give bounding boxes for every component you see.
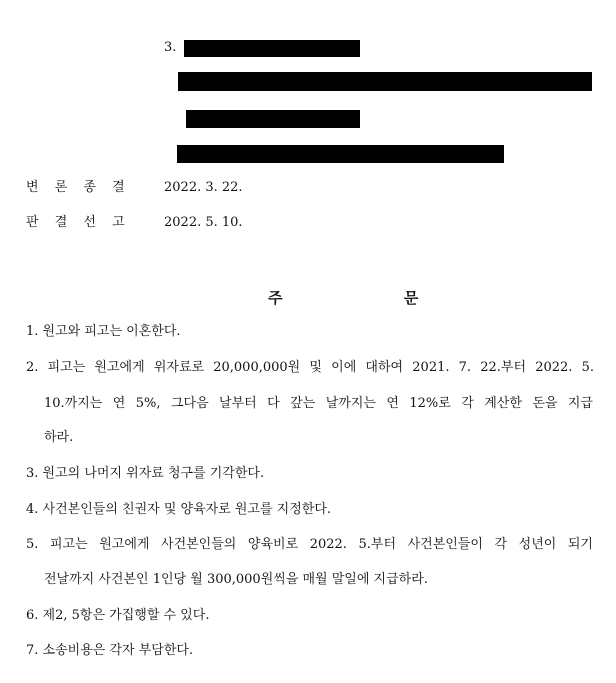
hearing-closed-date: 2022. 3. 22.	[164, 180, 243, 195]
order-item-2-line-2: 10.까지는 연 5%, 그다음 날부터 다 갚는 날까지는 연 12%로 각 계산한 돈을 지급	[44, 396, 593, 411]
redacted-counsel-block	[177, 145, 504, 163]
order-item-1: 1. 원고와 피고는 이혼한다.	[26, 324, 181, 339]
redacted-address-block	[178, 72, 592, 91]
order-item-6: 6. 제2, 5항은 가집행할 수 있다.	[26, 608, 210, 623]
order-heading: 주 문	[268, 289, 477, 307]
order-item-4: 4. 사건본인들의 친권자 및 양육자로 원고를 지정한다.	[26, 502, 332, 517]
order-item-7: 7. 소송비용은 각자 부담한다.	[26, 643, 194, 658]
party-number: 3.	[164, 40, 177, 55]
redacted-name-block	[184, 40, 360, 57]
order-item-5-line-1: 5. 피고는 원고에게 사건본인들의 양육비로 2022. 5.부터 사건본인들이 각 성년이 되기	[26, 537, 593, 552]
order-item-3: 3. 원고의 나머지 위자료 청구를 기각한다.	[26, 466, 265, 481]
order-item-5-line-2: 전날까지 사건본인 1인당 월 300,000원씩을 매월 말일에 지급하라.	[44, 572, 428, 587]
judgment-date: 2022. 5. 10.	[164, 215, 243, 230]
hearing-closed-label: 변 론 종 결	[26, 180, 131, 195]
judgment-date-label: 판 결 선 고	[26, 215, 131, 230]
order-item-2-line-1: 2. 피고는 원고에게 위자료로 20,000,000원 및 이에 대하여 2021. 7. 22.부터 2022. 5.	[26, 360, 594, 375]
order-item-2-line-3: 하라.	[44, 430, 74, 445]
redacted-representative-block	[186, 110, 360, 128]
